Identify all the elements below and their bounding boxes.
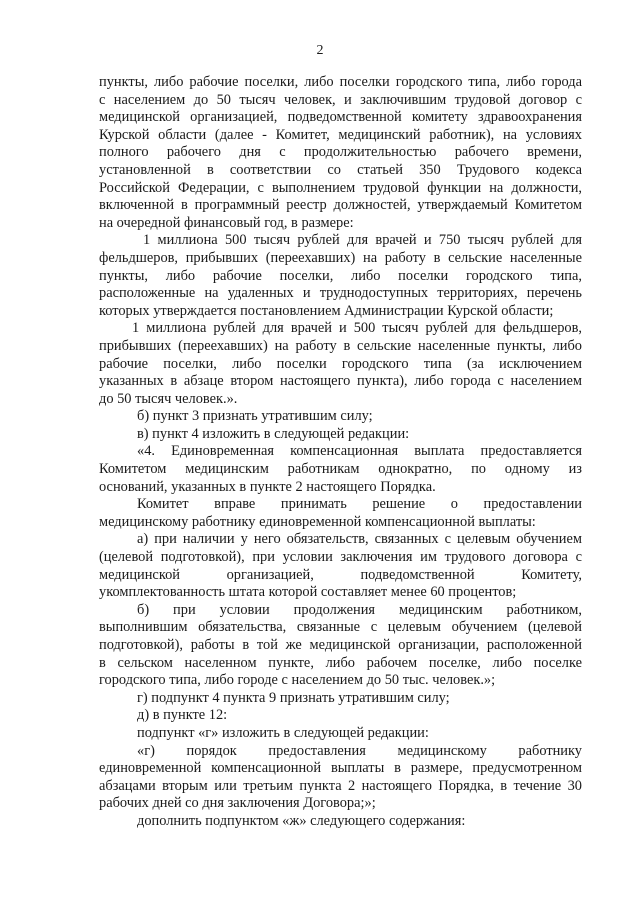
page-number: 2	[316, 43, 324, 58]
text-line: медицинскому работнику единовременной компенсационной выплаты:	[99, 513, 536, 530]
text-line: медицинской организацией, подведомственной комитету здравоохранения	[99, 109, 582, 126]
text-line: д) в пункте 12:	[137, 707, 228, 724]
text-line: пункты, либо рабочие поселки, либо поселки городского типа,	[99, 267, 582, 284]
text-line: «4. Единовременная компенсационная выплата предоставляется	[137, 443, 582, 460]
text-line: установленной в соответствии со статьей 350 Трудового кодекса	[99, 161, 582, 178]
text-line: «г) порядок предоставления медицинскому работнику	[137, 742, 582, 759]
text-line: укомплектованность штата которой составляет менее 60 процентов;	[99, 584, 517, 601]
text-line: прибывших (переехавших) на работу в сельские населенные пункты, либо	[99, 337, 582, 354]
text-line: рабочие поселки, либо поселки городского типа (за исключением	[99, 355, 582, 372]
text-line: а) при наличии у него обязательств, связанных с целевым обучением	[137, 531, 582, 548]
text-line: б) при условии продолжения медицинским работником,	[137, 601, 582, 618]
text-line: (целевой подготовкой), при условии заключения им трудового договора с	[99, 549, 582, 566]
text-line: расположенные на удаленных и труднодоступных территориях, перечень	[99, 285, 582, 302]
text-line: Российской Федерации, с выполнением трудовой функции на должности,	[99, 179, 582, 196]
text-line: 1 миллиона 500 тысяч рублей для врачей и 750 тысяч рублей для	[143, 232, 582, 249]
text-line: подготовкой), работы в той же медицинской организации, расположенной	[99, 637, 582, 653]
text-line: 1 миллиона рублей для врачей и 500 тысяч рублей для фельдшеров,	[132, 320, 582, 337]
text-line: городского типа, либо городе с населением до 50 тыс. человек.»;	[99, 672, 496, 689]
text-line: б) пункт 3 признать утратившим силу;	[137, 408, 373, 425]
text-line: рабочих дней со дня заключения Договора;»;	[99, 795, 376, 812]
text-line: Комитетом медицинским работникам однократно, по одному из	[99, 461, 582, 478]
text-line: до 50 тысяч человек.».	[99, 390, 238, 407]
text-line: указанных в абзаце втором настоящего пункта), либо города с населением	[99, 373, 582, 390]
document-body	[99, 74, 582, 831]
text-line: медицинской организацией, подведомственной Комитету,	[99, 566, 582, 583]
text-line: выполнившим обязательства, связанные с целевым обучением (целевой	[99, 619, 582, 636]
text-line: оснований, указанных в пункте 2 настоящего Порядка.	[99, 478, 436, 495]
text-line: в сельском населенном пункте, либо рабочем поселке, либо поселке	[99, 654, 582, 671]
text-line: абзацами вторым или третьим пункта 2 настоящего Порядка, в течение 30	[99, 777, 582, 794]
text-line: в) пункт 4 изложить в следующей редакции:	[137, 425, 410, 442]
text-line: с населением до 50 тысяч человек, и заключившим трудовой договор с	[99, 91, 582, 108]
text-line: полного рабочего дня с продолжительностью рабочего времени,	[99, 144, 582, 161]
text-line: которых утверждается постановлением Администрации Курской области;	[99, 302, 554, 319]
text-line: дополнить подпунктом «ж» следующего содержания:	[137, 812, 466, 829]
text-line: включенной в программный реестр должностей, утверждаемый Комитетом	[99, 197, 582, 214]
text-line: Курской области (далее - Комитет, медицинский работник), на условиях	[99, 126, 582, 143]
text-line: пункты, либо рабочие поселки, либо поселки городского типа, либо города	[99, 74, 582, 90]
text-line: г) подпункт 4 пункта 9 признать утратившим силу;	[137, 689, 450, 706]
text-line: на очередной финансовый год, в размере:	[99, 214, 354, 231]
text-line: фельдшеров, прибывших (переехавших) на работу в сельские населенные	[99, 249, 582, 266]
text-line: Комитет вправе принимать решение о предоставлении	[137, 496, 582, 513]
text-line: единовременной компенсационной выплаты в размере, предусмотренном	[99, 760, 582, 777]
text-line: подпункт «г» изложить в следующей редакции:	[137, 724, 429, 741]
